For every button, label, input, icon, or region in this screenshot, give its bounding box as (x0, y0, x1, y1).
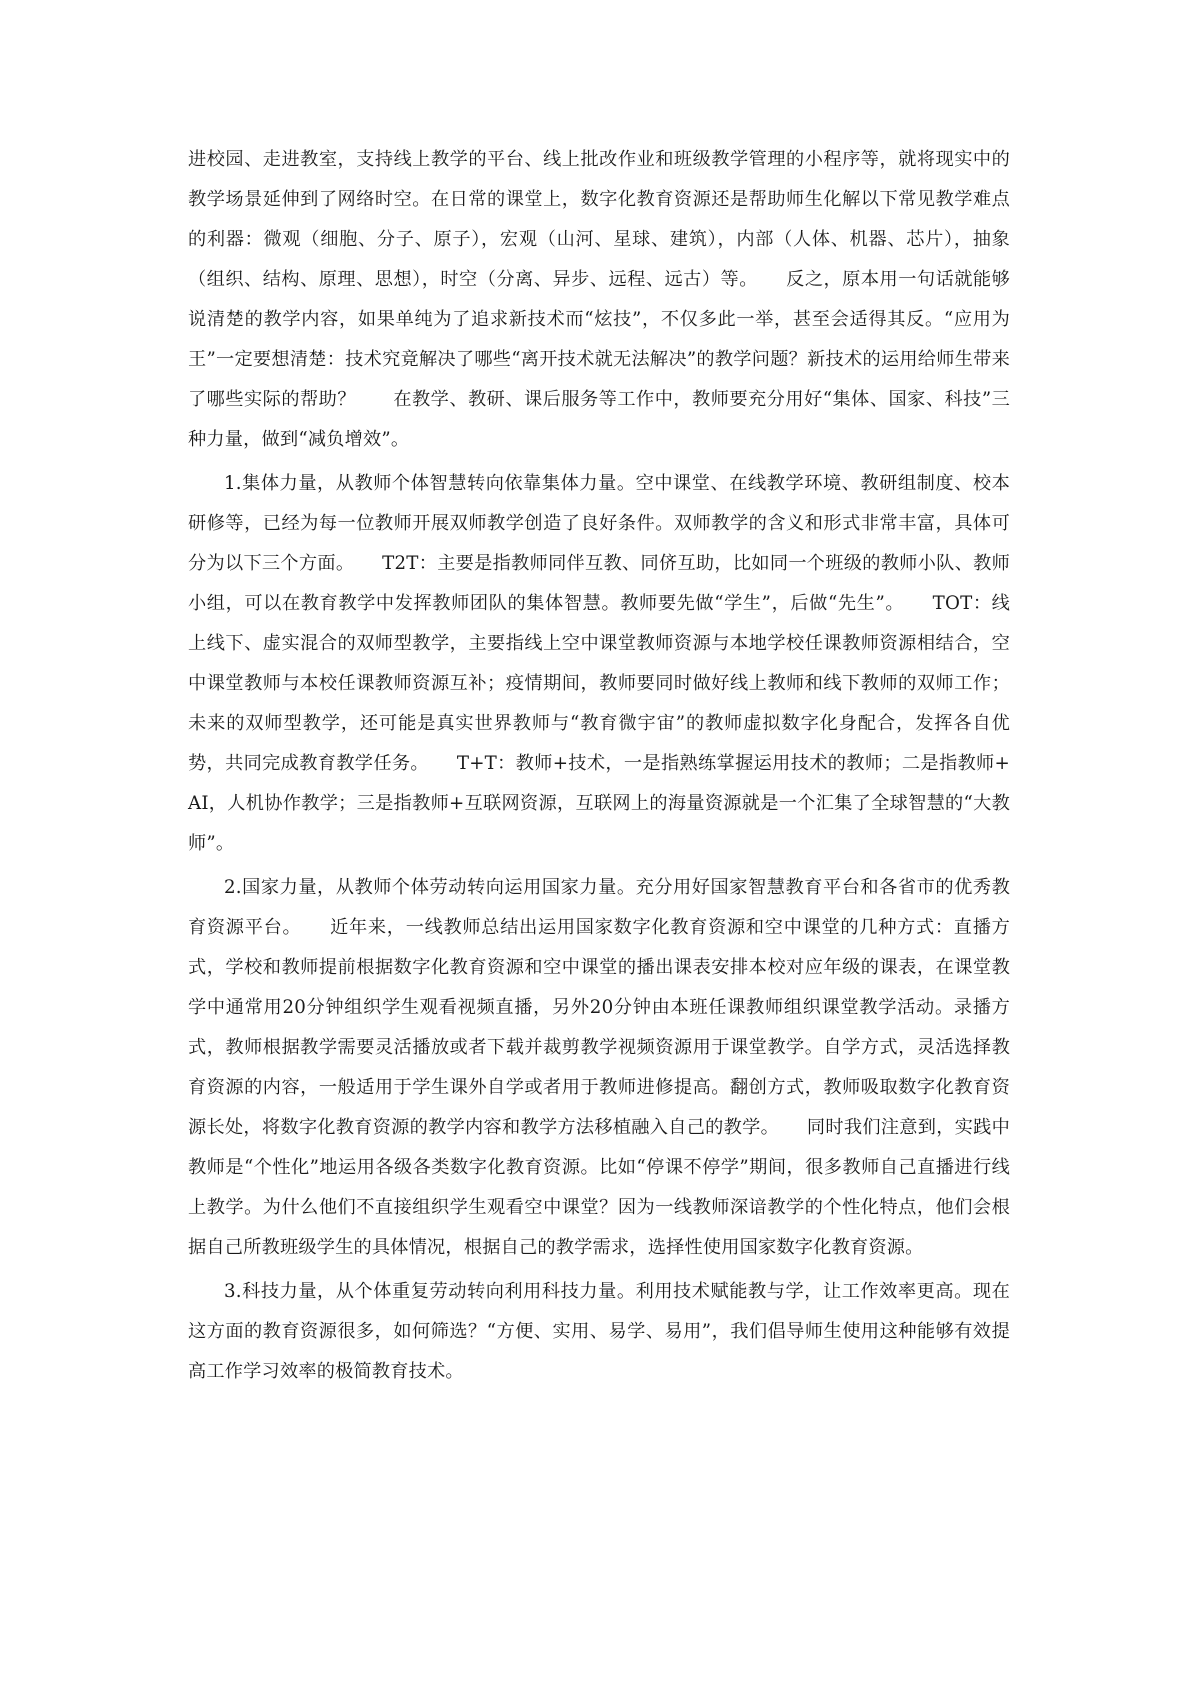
paragraph-collective-power: 1.集体力量，从教师个体智慧转向依靠集体力量。空中课堂、在线教学环境、教研组制度、校本研修等，已经为每一位教师开展双师教学创造了良好条件。双师教学的含义和形式非常丰富，具体可分为以下三个方面。 T2T：主要是指教师同伴互教、同侪互助，比如同一个班级的教师小队、教师小组，可以在教育教学中发挥教师团队的集体智慧。教师要先做“学生”，后做“先生”。 TOT：线上线下、虚实混合的双师型教学，主要指线上空中课堂教师资源与本地学校任课教师资源相结合，空中课堂教师与本校任课教师资源互补；疫情期间，教师要同时做好线上教师和线下教师的双师工作；未来的双师型教学，还可能是真实世界教师与“教育微宇宙”的教师虚拟数字化身配合，发挥各自优势，共同完成教育教学任务。 T+T：教师+技术，一是指熟练掌握运用技术的教师；二是指教师+AI，人机协作教学；三是指教师+互联网资源，互联网上的海量资源就是一个汇集了全球智慧的“大教师”。 (188, 473, 1010, 854)
document-page (188, 140, 1010, 1392)
paragraph-intro: 进校园、走进教室，支持线上教学的平台、线上批改作业和班级教学管理的小程序等，就将现实中的教学场景延伸到了网络时空。在日常的课堂上，数字化教育资源还是帮助师生化解以下常见教学难点的利器：微观（细胞、分子、原子），宏观（山河、星球、建筑），内部（人体、机器、芯片），抽象（组织、结构、原理、思想），时空（分离、异步、远程、远古）等。 反之，原本用一句话就能够说清楚的教学内容，如果单纯为了追求新技术而“炫技”，不仅多此一举，甚至会适得其反。“应用为王”一定要想清楚：技术究竟解决了哪些“离开技术就无法解决”的教学问题？新技术的运用给师生带来了哪些实际的帮助？ 在教学、教研、课后服务等工作中，教师要充分用好“集体、国家、科技”三种力量，做到“减负增效”。 (188, 149, 1010, 450)
paragraph-technology-power: 3.科技力量，从个体重复劳动转向利用科技力量。利用技术赋能教与学，让工作效率更高。现在这方面的教育资源很多，如何筛选？“方便、实用、易学、易用”，我们倡导师生使用这种能够有效提高工作学习效率的极简教育技术。 (188, 1281, 1010, 1382)
paragraph-national-power: 2.国家力量，从教师个体劳动转向运用国家力量。充分用好国家智慧教育平台和各省市的优秀教育资源平台。 近年来，一线教师总结出运用国家数字化教育资源和空中课堂的几种方式：直播方式，学校和教师提前根据数字化教育资源和空中课堂的播出课表安排本校对应年级的课表，在课堂教学中通常用20分钟组织学生观看视频直播，另外20分钟由本班任课教师组织课堂教学活动。录播方式，教师根据教学需要灵活播放或者下载并裁剪教学视频资源用于课堂教学。自学方式，灵活选择教育资源的内容，一般适用于学生课外自学或者用于教师进修提高。翻创方式，教师吸取数字化教育资源长处，将数字化教育资源的教学内容和教学方法移植融入自己的教学。 同时我们注意到，实践中教师是“个性化”地运用各级各类数字化教育资源。比如“停课不停学”期间，很多教师自己直播进行线上教学。为什么他们不直接组织学生观看空中课堂？因为一线教师深谙教学的个性化特点，他们会根据自己所教班级学生的具体情况，根据自己的教学需求，选择性使用国家数字化教育资源。 (188, 877, 1010, 1258)
